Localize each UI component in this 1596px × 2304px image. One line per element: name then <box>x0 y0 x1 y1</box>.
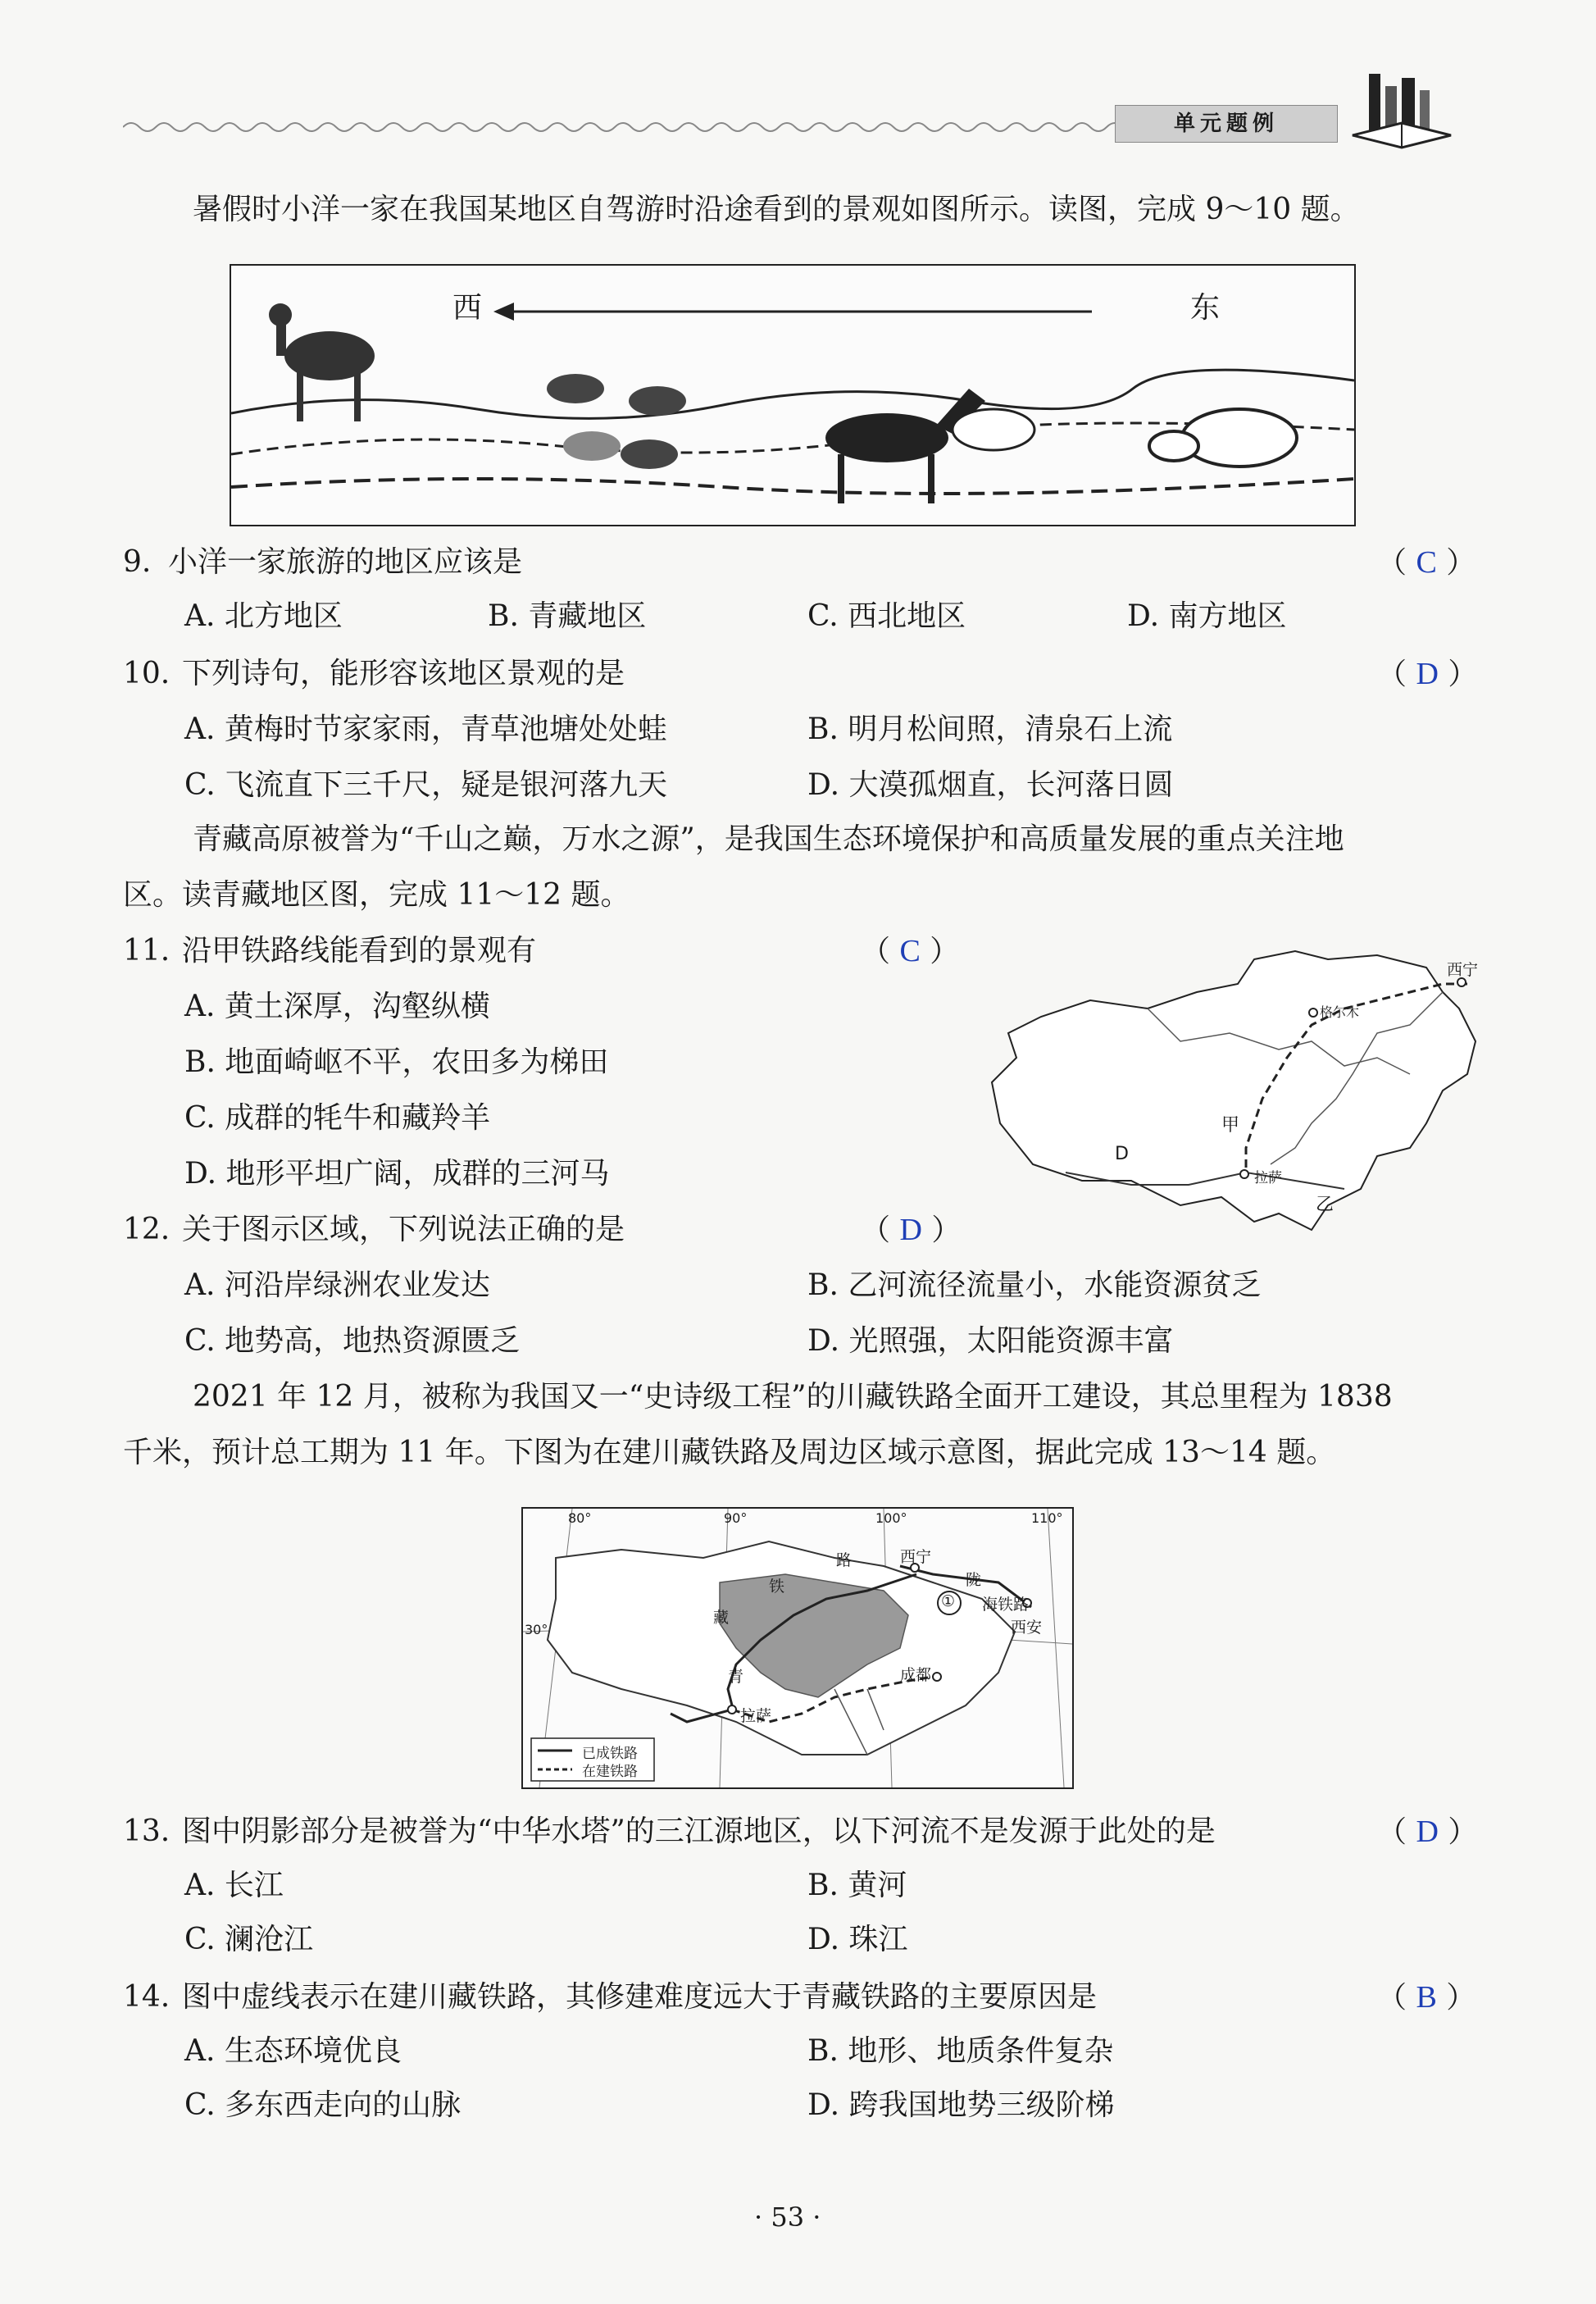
map3-zang: 藏 <box>713 1609 730 1627</box>
map3-haitielu: 海铁路 <box>982 1596 1030 1614</box>
intro-text-3-line1: 2021 年 12 月，被称为我国又一“史诗级工程”的川藏铁路全面开工建设，其总里程为 1838 <box>193 1380 1393 1414</box>
q9-option-d[interactable]: D. 南方地区 <box>1127 599 1287 633</box>
q11-number: 11. <box>123 934 171 968</box>
map3-qing: 青 <box>728 1668 744 1686</box>
q13-stem: 图中阴影部分是被誉为“中华水塔”的三江源地区，以下河流不是发源于此处的是 <box>182 1815 1216 1848</box>
map3-lon80: 80° <box>568 1510 592 1526</box>
q14-answer-box: （ B ） <box>1377 1980 1476 2015</box>
map3-long: 陇 <box>966 1571 982 1589</box>
q13-option-c[interactable]: C. 澜沧江 <box>184 1923 314 1956</box>
map2-xining: 西宁 <box>1447 961 1479 979</box>
map2-geermu: 格尔木 <box>1320 1004 1360 1020</box>
q14-option-d[interactable]: D. 跨我国地势三级阶梯 <box>807 2088 1115 2122</box>
map3-lon100: 100° <box>875 1510 907 1526</box>
q11-answer: C <box>899 934 921 968</box>
q12-answer-box: （ D ） <box>861 1213 962 1247</box>
q10-option-b[interactable]: B. 明月松间照，清泉石上流 <box>807 713 1173 746</box>
q14-stem: 图中虚线表示在建川藏铁路，其修建难度远大于青藏铁路的主要原因是 <box>182 1980 1098 2014</box>
map2-lhasa: 拉萨 <box>1254 1170 1282 1186</box>
q9-number: 9. <box>123 545 152 579</box>
goat-icon <box>547 374 686 469</box>
q11-option-b[interactable]: B. 地面崎岖不平，农田多为梯田 <box>184 1045 609 1079</box>
q9-option-c[interactable]: C. 西北地区 <box>807 599 966 633</box>
q12-option-d[interactable]: D. 光照强，太阳能资源丰富 <box>807 1324 1174 1358</box>
chuanzang-map <box>521 1507 1074 1789</box>
intro-text-2-line2: 区。读青藏地区图，完成 11～12 题。 <box>123 878 630 912</box>
q10-stem: 下列诗句，能形容该地区景观的是 <box>182 657 625 690</box>
books-icon <box>1344 66 1459 156</box>
q9-answer-box: （ C ） <box>1377 545 1476 580</box>
map3-lhasa: 拉萨 <box>740 1707 772 1725</box>
q10-option-c[interactable]: C. 飞流直下三千尺，疑是银河落九天 <box>184 768 668 802</box>
q10-option-a[interactable]: A. 黄梅时节家家雨，青草池塘处处蛙 <box>184 713 667 746</box>
map3-circle1: ① <box>941 1592 956 1610</box>
map3-xining: 西宁 <box>900 1548 932 1566</box>
q13-number: 13. <box>123 1815 171 1848</box>
q9-option-b[interactable]: B. 青藏地区 <box>488 599 647 633</box>
header-wavy-rule <box>123 115 1131 139</box>
q14-answer: B <box>1416 1980 1437 2015</box>
q12-number: 12. <box>123 1213 171 1246</box>
page-number: · 53 · <box>754 2202 821 2233</box>
q10-option-d[interactable]: D. 大漠孤烟直，长河落日圆 <box>807 768 1174 802</box>
q14-option-c[interactable]: C. 多东西走向的山脉 <box>184 2088 462 2122</box>
q13-option-d[interactable]: D. 珠江 <box>807 1923 908 1956</box>
q12-option-c[interactable]: C. 地势高，地热资源匮乏 <box>184 1324 521 1358</box>
q14-option-b[interactable]: B. 地形、地质条件复杂 <box>807 2034 1114 2068</box>
map2-d: D <box>1115 1144 1129 1164</box>
q9-answer: C <box>1416 545 1437 580</box>
map3-legend-built: 已成铁路 <box>582 1746 638 1762</box>
map3-xian: 西安 <box>1011 1619 1043 1637</box>
q9-stem: 小洋一家旅游的地区应该是 <box>168 545 523 579</box>
geermu-marker <box>1309 1009 1317 1017</box>
q12-option-a[interactable]: A. 河沿岸绿洲农业发达 <box>184 1268 490 1302</box>
map2-jia: 甲 <box>1221 1115 1240 1136</box>
q12-answer: D <box>899 1213 922 1247</box>
landscape-figure <box>230 264 1356 526</box>
intro-text-3-line2: 千米，预计总工期为 11 年。下图为在建川藏铁路及周边区域示意图，据此完成 13～14 题。 <box>123 1436 1336 1469</box>
map2-yi: 乙 <box>1316 1195 1335 1215</box>
q13-option-a[interactable]: A. 长江 <box>184 1869 284 1902</box>
q13-answer-box: （ D ） <box>1377 1815 1478 1849</box>
q11-option-a[interactable]: A. 黄土深厚，沟壑纵横 <box>184 990 490 1023</box>
q14-option-a[interactable]: A. 生态环境优良 <box>184 2034 402 2068</box>
map3-lon110: 110° <box>1031 1510 1063 1526</box>
q9-option-a[interactable]: A. 北方地区 <box>184 599 343 633</box>
q12-stem: 关于图示区域，下列说法正确的是 <box>182 1213 625 1246</box>
qingzang-map-drawing <box>984 935 1492 1246</box>
q13-answer: D <box>1416 1815 1439 1849</box>
map3-chengdu: 成都 <box>900 1666 932 1684</box>
q11-option-d[interactable]: D. 地形平坦广阔，成群的三河马 <box>184 1157 610 1191</box>
map3-tie: 铁 <box>769 1578 785 1596</box>
rock-icon <box>1149 409 1297 467</box>
map3-lu: 路 <box>836 1551 853 1569</box>
landscape-drawing <box>231 266 1354 525</box>
intro-text-1: 暑假时小洋一家在我国某地区自驾游时沿途看到的景观如图所示。读图，完成 9～10 题。 <box>193 193 1360 226</box>
lhasa-marker <box>1240 1170 1248 1178</box>
east-label: 东 <box>1190 291 1221 325</box>
q11-stem: 沿甲铁路线能看到的景观有 <box>182 934 537 968</box>
west-label: 西 <box>452 291 483 325</box>
q13-option-b[interactable]: B. 黄河 <box>807 1869 907 1902</box>
unit-badge: 单元题例 <box>1115 105 1338 143</box>
intro-text-2-line1: 青藏高原被誉为“千山之巅，万水之源”，是我国生态环境保护和高质量发展的重点关注地 <box>193 822 1344 856</box>
map3-lat30: 30° <box>525 1622 548 1637</box>
q10-answer: D <box>1416 657 1439 691</box>
q11-answer-box: （ C ） <box>861 934 960 968</box>
q10-answer-box: （ D ） <box>1377 657 1478 691</box>
q10-number: 10. <box>123 657 171 690</box>
q14-number: 14. <box>123 1980 171 2014</box>
q11-option-c[interactable]: C. 成群的牦牛和藏羚羊 <box>184 1101 491 1135</box>
map3-legend-building: 在建铁路 <box>582 1764 638 1780</box>
map3-lon90: 90° <box>724 1510 748 1526</box>
qingzang-map <box>984 935 1492 1246</box>
q12-option-b[interactable]: B. 乙河流径流量小，水能资源贫乏 <box>807 1268 1262 1302</box>
